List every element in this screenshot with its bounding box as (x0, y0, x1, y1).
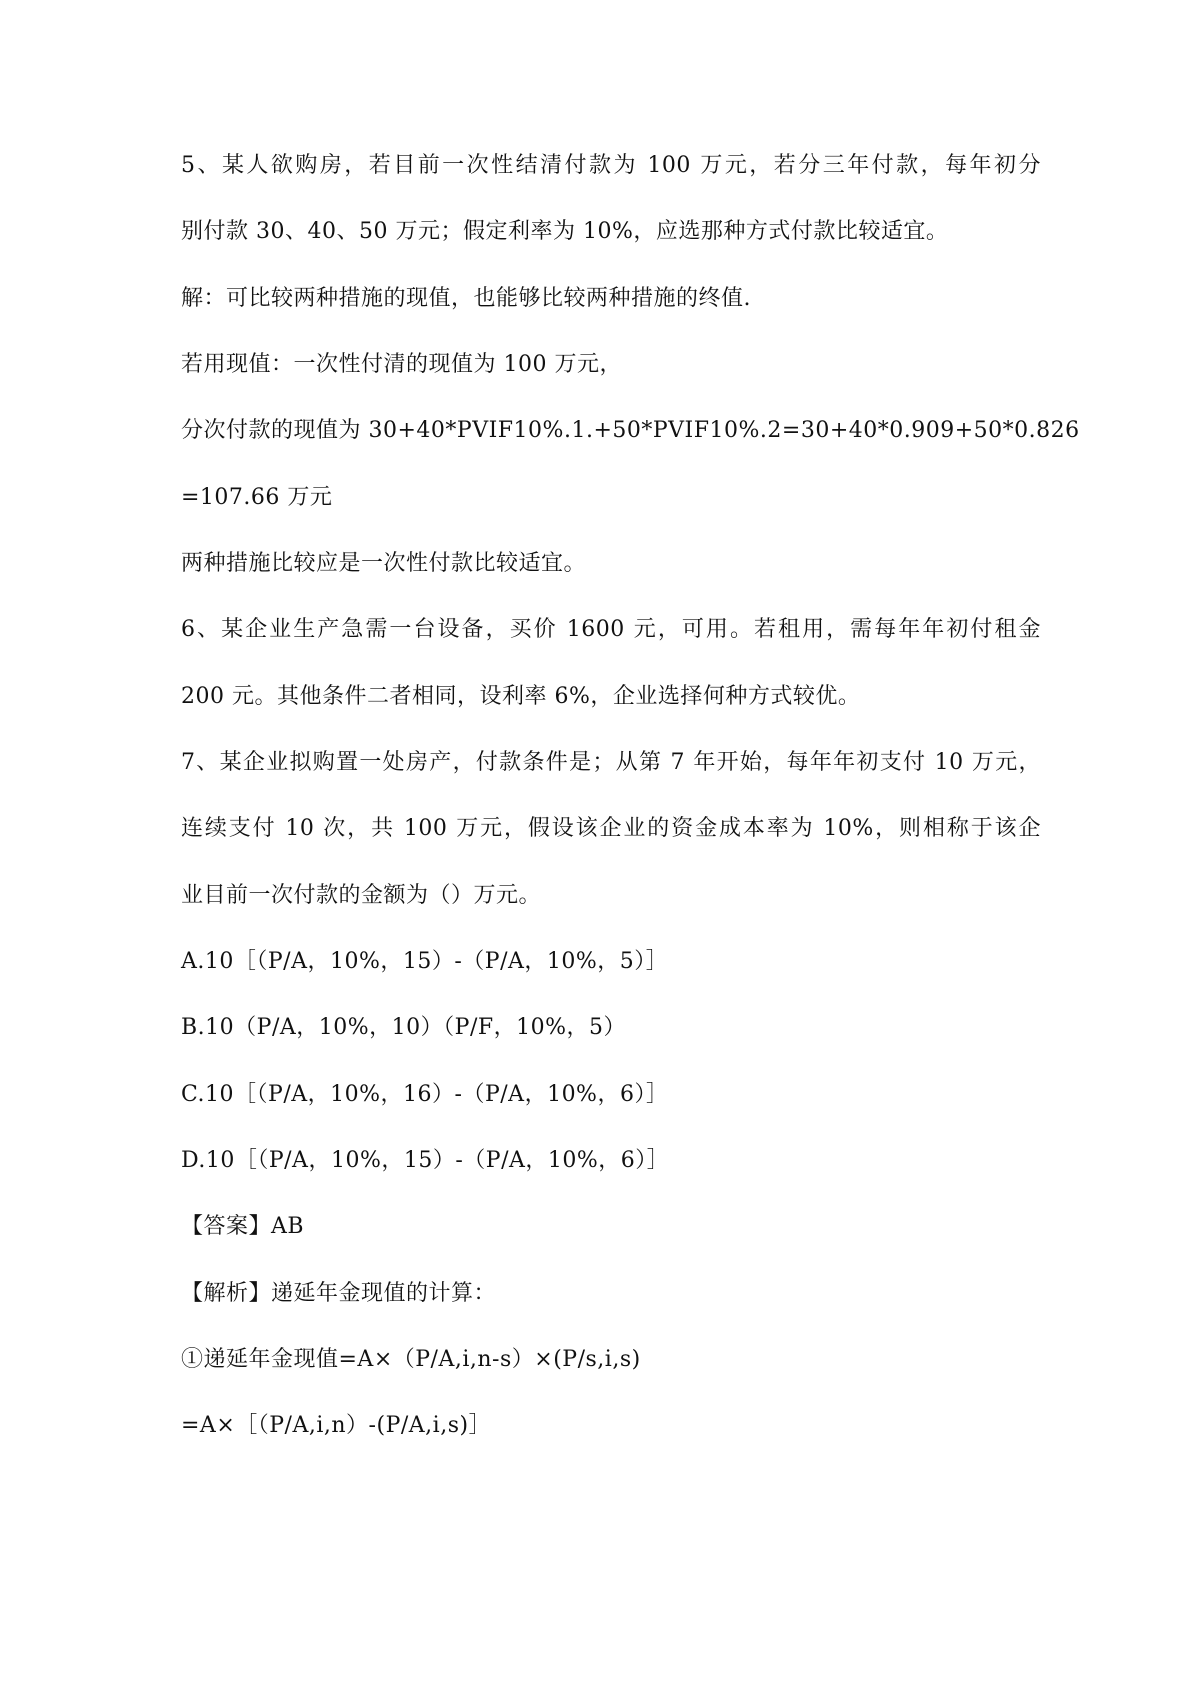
analysis-formula-2: =A×［（P/A,i,n）-(P/A,i,s)］ (181, 1413, 492, 1438)
problem-5-line-2: 别付款 30、40、50 万元；假定利率为 10%，应选那种方式付款比较适宜。 (181, 219, 949, 244)
solution-5-installment-result: =107.66 万元 (181, 485, 333, 510)
problem-7-line-3: 业目前一次付款的金额为（）万元。 (181, 883, 542, 908)
option-a: A.10［（P/A，10%，15）-（P/A，10%，5）］ (181, 949, 669, 974)
analysis-heading: 【解析】递延年金现值的计算： (181, 1281, 497, 1306)
option-d: D.10［（P/A，10%，15）-（P/A，10%，6）］ (181, 1148, 670, 1173)
analysis-formula-1: ①递延年金现值=A×（P/A,i,n-s）×(P/s,i,s) (181, 1347, 641, 1372)
problem-6-line-1: 6、某企业生产急需一台设备，买价 1600 元，可用。若租用，需每年年初付租金 (181, 617, 1041, 642)
option-c: C.10［（P/A，10%，16）-（P/A，10%，6）］ (181, 1082, 669, 1107)
problem-5-line-1: 5、某人欲购房，若目前一次性结清付款为 100 万元，若分三年付款，每年初分 (181, 153, 1041, 178)
solution-5-present-value: 若用现值：一次性付清的现值为 100 万元， (181, 352, 622, 377)
problem-7-line-1: 7、某企业拟购置一处房产，付款条件是；从第 7 年开始，每年年初支付 10 万元， (181, 750, 1041, 775)
answer-line: 【答案】AB (181, 1214, 305, 1239)
problem-7-line-2: 连续支付 10 次，共 100 万元，假设该企业的资金成本率为 10%，则相称于该企 (181, 816, 1041, 841)
solution-5-intro: 解：可比较两种措施的现值，也能够比较两种措施的终值. (181, 286, 751, 311)
option-b: B.10（P/A，10%，10）（P/F，10%，5） (181, 1015, 627, 1040)
problem-6-line-2: 200 元。其他条件二者相同，设利率 6%，企业选择何种方式较优。 (181, 684, 861, 709)
solution-5-conclusion: 两种措施比较应是一次性付款比较适宜。 (181, 551, 587, 576)
solution-5-installment-formula: 分次付款的现值为 30+40*PVIF10%.1.+50*PVIF10%.2=30+40*0.909+50*0.826 (181, 418, 1080, 443)
